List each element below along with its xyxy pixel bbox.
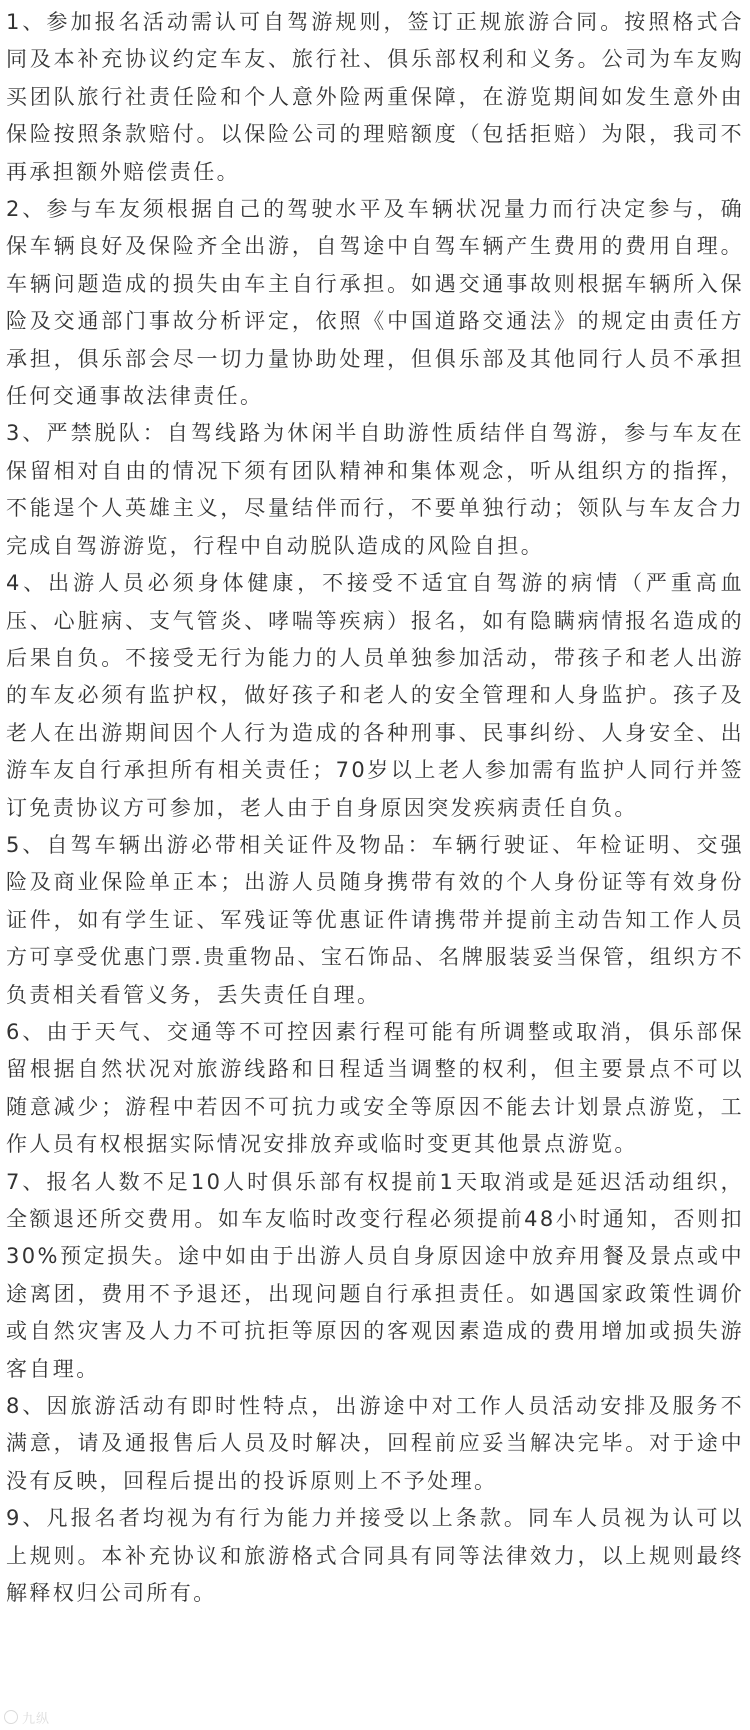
watermark-text: 九纵: [22, 1711, 51, 1727]
clause-1: 1、参加报名活动需认可自驾游规则，签订正规旅游合同。按照格式合同及本补充协议约定车友、旅行社、俱乐部权利和义务。公司为车友购买团队旅行社责任险和个人意外险两重保障，在游览期间如发生意外由保险按照条款赔付。以保险公司的理赔额度（包括拒赔）为限，我司不再承担额外赔偿责任。: [6, 10, 744, 184]
clause-4: 4、出游人员必须身体健康，不接受不适宜自驾游的病情（严重高血压、心脏病、支气管炎、哮喘等疾病）报名，如有隐瞒病情报名造成的后果自负。不接受无行为能力的人员单独参加活动，带孩子和老人出游的车友必须有监护权，做好孩子和老人的安全管理和人身监护。孩子及老人在出游期间因个人行为造成的各种刑事、民事纠纷、人身安全、出游车友自行承担所有相关责任；70岁以上老人参加需有监护人同行并签订免责协议方可参加，老人由于自身原因突发疾病责任自负。: [6, 571, 744, 820]
watermark: [4, 1706, 50, 1728]
clause-8: 8、因旅游活动有即时性特点，出游途中对工作人员活动安排及服务不满意，请及通报售后人员及时解决，回程前应妥当解决完毕。对于途中没有反映，回程后提出的投诉原则上不予处理。: [6, 1394, 744, 1493]
clause-5: 5、自驾车辆出游必带相关证件及物品：车辆行驶证、年检证明、交强险及商业保险单正本；出游人员随身携带有效的个人身份证等有效身份证件，如有学生证、军残证等优惠证件请携带并提前主动告知工作人员方可享受优惠门票.贵重物品、宝石饰品、名牌服装妥当保管，组织方不负责相关看管义务，丢失责任自理。: [6, 832, 744, 1007]
clause-9: 9、凡报名者均视为有行为能力并接受以上条款。同车人员视为认可以上规则。本补充协议和旅游格式合同具有同等法律效力，以上规则最终解释权归公司所有。: [6, 1506, 744, 1606]
clause-2: 2、参与车友须根据自己的驾驶水平及车辆状况量力而行决定参与，确保车辆良好及保险齐全出游，自驾途中自驾车辆产生费用的费用自理。车辆问题造成的损失由车主自行承担。如遇交通事故则根据车辆所入保险及交通部门事故分析评定，依照《中国道路交通法》的规定由责任方承担，俱乐部会尽一切力量协助处理，但俱乐部及其他同行人员不承担任何交通事故法律责任。: [6, 197, 744, 409]
clause-6: 6、由于天气、交通等不可控因素行程可能有所调整或取消，俱乐部保留根据自然状况对旅游线路和日程适当调整的权利，但主要景点不可以随意减少；游程中若因不可抗力或安全等原因不能去计划景点游览，工作人员有权根据实际情况安排放弃或临时变更其他景点游览。: [6, 1019, 744, 1157]
clause-7: 7、报名人数不足10人时俱乐部有权提前1天取消或是延迟活动组织，全额退还所交费用。如车友临时改变行程必须提前48小时通知，否则扣30%预定损失。途中如由于出游人员自身原因途中放弃用餐及景点或中途离团，费用不予退还，出现问题自行承担责任。如遇国家政策性调价或自然灾害及人力不可抗拒等原因的客观因素造成的费用增加或损失游客自理。: [6, 1169, 744, 1381]
watermark-logo-icon: [4, 1710, 18, 1724]
clause-3: 3、严禁脱队：自驾线路为休闲半自助游性质结伴自驾游，参与车友在保留相对自由的情况下须有团队精神和集体观念，听从组织方的指挥，不能逞个人英雄主义，尽量结伴而行，不要单独行动；领队与车友合力完成自驾游游览，行程中自动脱队造成的风险自担。: [6, 421, 744, 558]
